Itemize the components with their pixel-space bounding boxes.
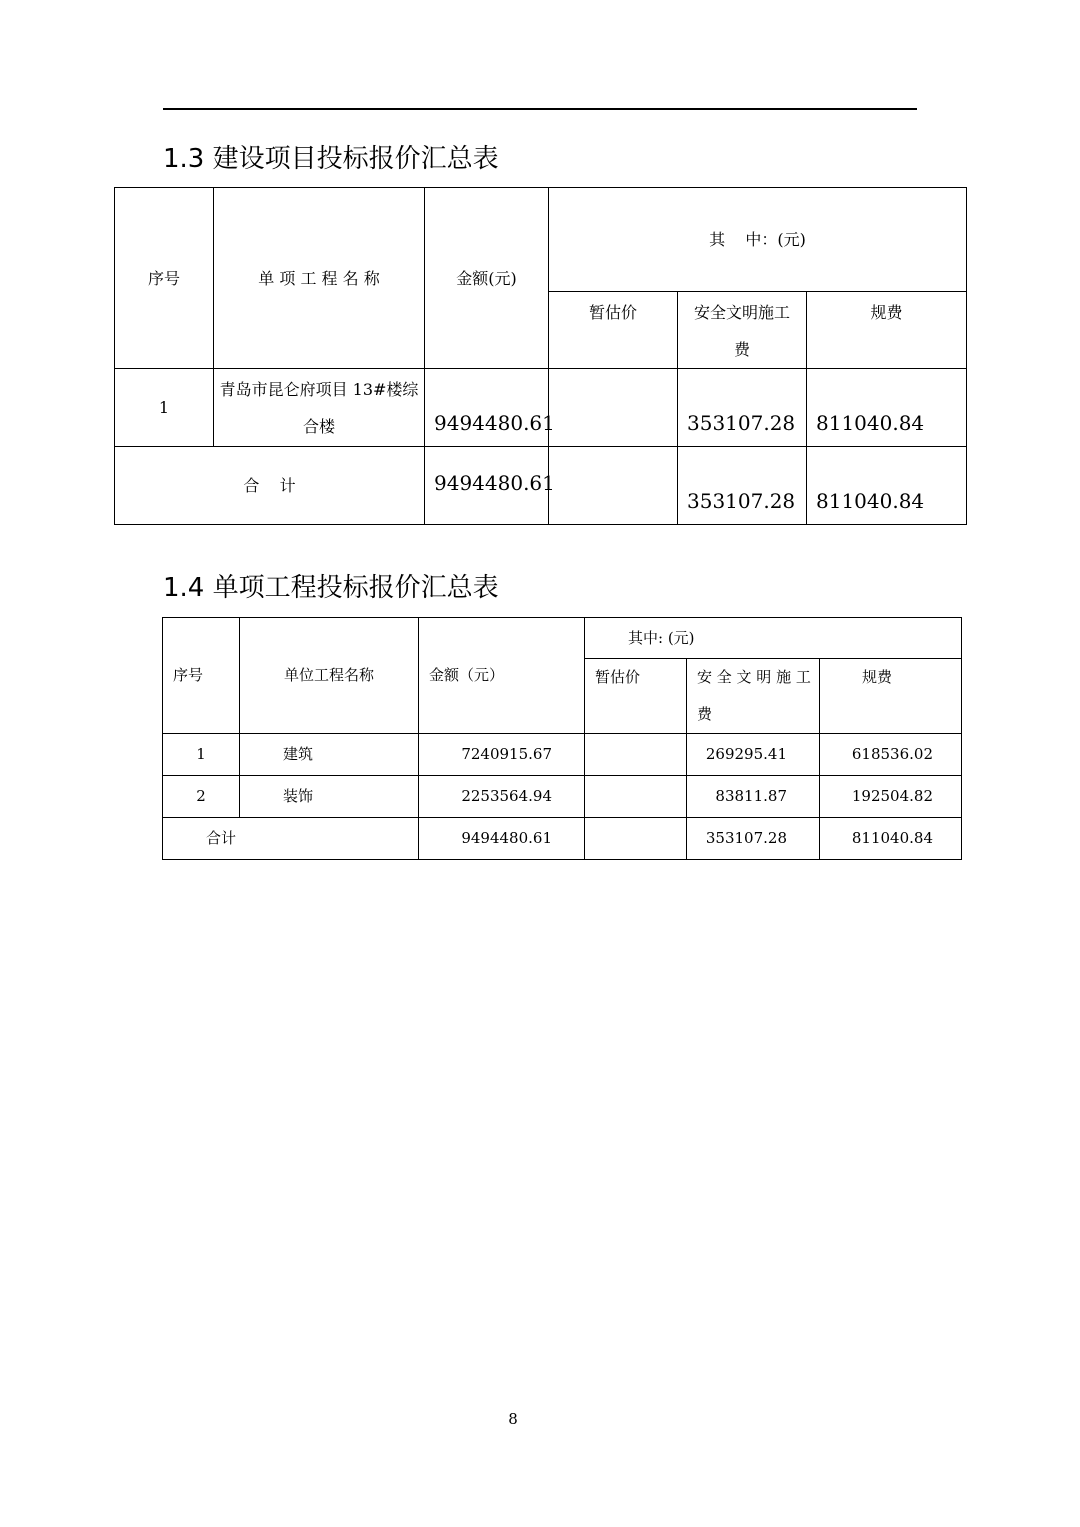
header-safety	[687, 659, 820, 734]
section-14-title: 1.4 单项工程投标报价汇总表	[163, 573, 499, 603]
total-fees: 811040.84	[807, 447, 967, 525]
row-amount: 7240915.67	[419, 734, 585, 776]
row-name: 装饰	[240, 776, 419, 818]
header-amount: 金额（元）	[419, 618, 585, 734]
row-fees: 811040.84	[807, 369, 967, 447]
table-row	[115, 369, 967, 447]
header-safety-line1: 安全文明施工	[693, 303, 790, 322]
total-amount: 9494480.61	[419, 818, 585, 860]
header-safety-line2: 费	[697, 705, 713, 723]
row-seq: 1	[115, 369, 214, 447]
row-provisional	[549, 369, 678, 447]
header-name: 单 项 工 程 名 称	[214, 188, 425, 369]
header-safety-line2: 费	[733, 340, 750, 359]
header-of-which: 其中: (元)	[585, 618, 962, 659]
total-label: 合 计	[115, 447, 425, 525]
total-provisional	[549, 447, 678, 525]
total-safety: 353107.28	[687, 818, 820, 860]
header-fees: 规费	[807, 292, 967, 369]
total-fees: 811040.84	[820, 818, 962, 860]
header-provisional: 暂估价	[585, 659, 687, 734]
row-name-line2: 合楼	[302, 416, 335, 436]
header-seq: 序号	[115, 188, 214, 369]
total-row	[163, 818, 962, 860]
row-name-line1: 青岛市昆仑府项目 13#楼综	[219, 379, 419, 399]
header-rule	[163, 108, 917, 110]
table-row	[163, 734, 962, 776]
total-provisional	[585, 818, 687, 860]
unit-bid-summary-table	[162, 617, 962, 860]
total-safety: 353107.28	[678, 447, 807, 525]
row-amount: 9494480.61	[425, 369, 549, 447]
header-name: 单位工程名称	[240, 618, 419, 734]
total-amount: 9494480.61	[425, 447, 549, 525]
total-label: 合计	[163, 818, 419, 860]
row-fees: 192504.82	[820, 776, 962, 818]
header-amount: 金额(元)	[425, 188, 549, 369]
header-safety-line1: 安 全 文 明 施 工	[697, 668, 811, 686]
row-safety: 269295.41	[687, 734, 820, 776]
section-13-title: 1.3 建设项目投标报价汇总表	[163, 144, 499, 174]
row-provisional	[585, 734, 687, 776]
row-name	[214, 369, 425, 447]
row-amount: 2253564.94	[419, 776, 585, 818]
page-number: 8	[508, 1410, 518, 1428]
row-fees: 618536.02	[820, 734, 962, 776]
header-seq: 序号	[163, 618, 240, 734]
header-fees: 规费	[820, 659, 962, 734]
header-provisional: 暂估价	[549, 292, 678, 369]
header-safety	[678, 292, 807, 369]
row-safety: 83811.87	[687, 776, 820, 818]
table-row	[163, 776, 962, 818]
project-bid-summary-table	[114, 187, 967, 525]
header-of-which: 其 中：(元)	[549, 188, 967, 292]
total-row	[115, 447, 967, 525]
row-provisional	[585, 776, 687, 818]
row-seq: 1	[163, 734, 240, 776]
row-name: 建筑	[240, 734, 419, 776]
row-safety: 353107.28	[678, 369, 807, 447]
row-seq: 2	[163, 776, 240, 818]
